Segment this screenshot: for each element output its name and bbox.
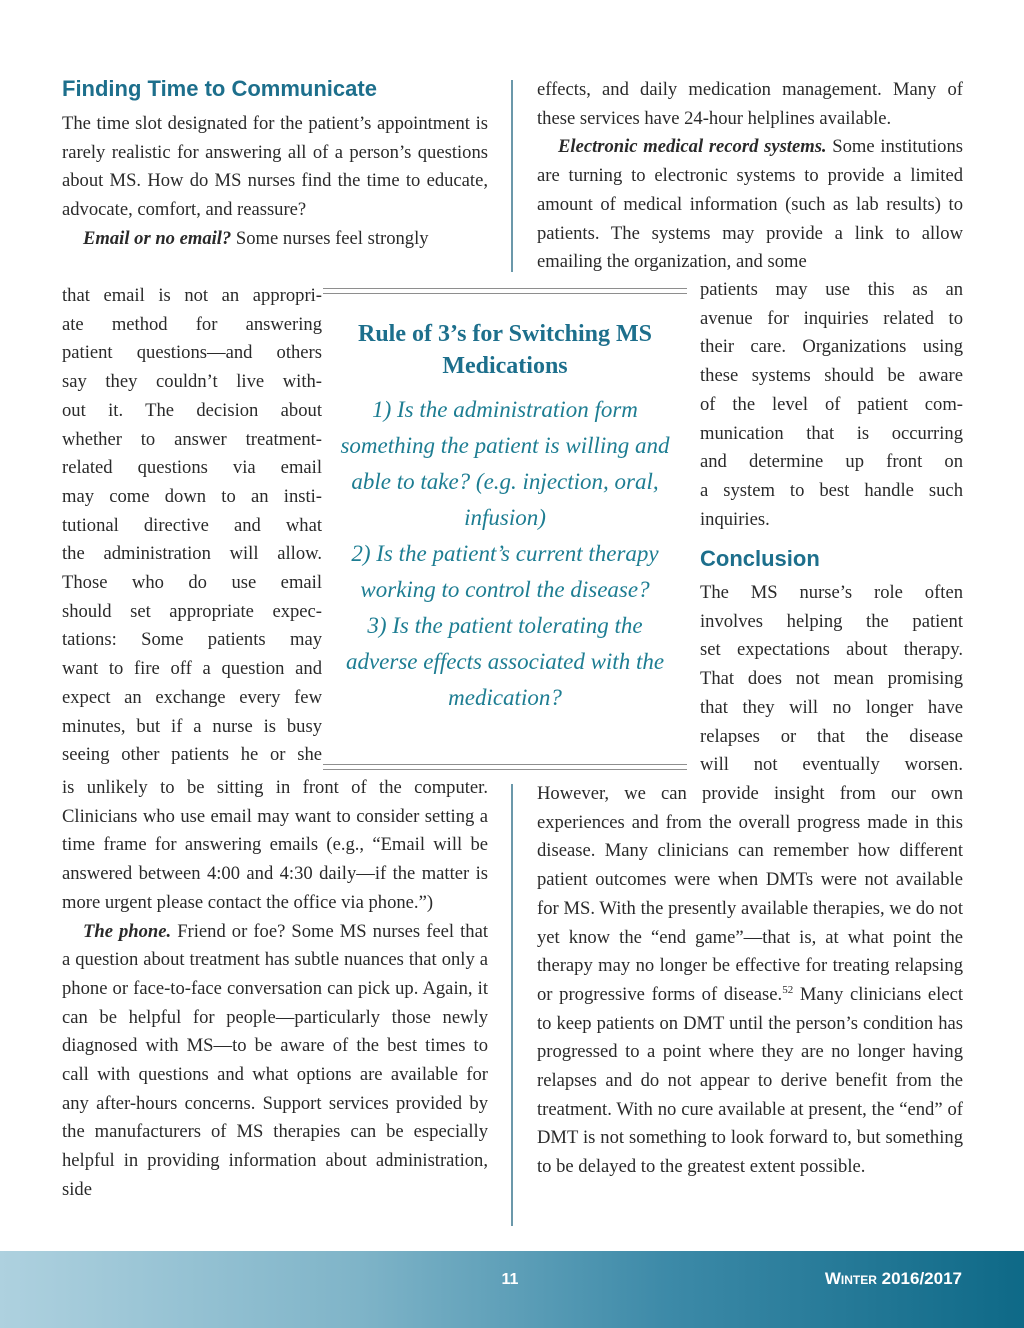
sidebar-question: 3) Is the patient tolerating the adverse effects associated with the medication? <box>345 613 665 710</box>
right-column-top <box>537 76 963 277</box>
email-line: patient questions—and others <box>62 342 322 364</box>
email-line: whether to answer treatment- <box>62 428 322 450</box>
issue-label: Winter 2016/2017 <box>824 1269 962 1288</box>
right-column-narrow-lower <box>700 579 963 780</box>
left-column-top <box>62 110 488 254</box>
emr-paragraph <box>537 133 963 277</box>
email-line: minutes, but if a nurse is busy <box>62 715 322 737</box>
phone-lead: The phone. <box>83 920 172 942</box>
email-line: say they couldn’t live with- <box>62 371 322 393</box>
email-line: expect an exchange every few <box>62 686 322 708</box>
email-line: should set appropriate expec- <box>62 600 322 622</box>
sidebar-top-rule <box>323 288 687 294</box>
rule-of-threes-sidebar <box>323 288 687 770</box>
left-column-narrow <box>62 282 322 770</box>
conclusion-line: The MS nurse’s role often <box>700 582 963 603</box>
sidebar-question: 1) Is the administration form something the patient is willing and able to take? (e.g. injection, oral, infusion) <box>340 397 670 530</box>
right-column-bottom <box>537 780 963 1182</box>
conclusion-line: set expectations about therapy. <box>700 639 963 661</box>
right-top-paragraph: effects, and daily medication management. Many of these services have 24-hour helplines available. <box>537 79 963 129</box>
conclusion-line: That does not mean promising <box>700 668 963 690</box>
email-line: want to fire off a question and <box>62 658 322 680</box>
sidebar-bottom-rule <box>323 764 687 770</box>
email-line-0: Some nurses feel strongly <box>235 227 429 249</box>
emr-line: a system to best handle such <box>700 479 963 501</box>
emr-line: patients may use this as an <box>700 279 963 300</box>
phone-paragraph <box>62 918 488 1205</box>
section-heading-conclusion: Conclusion <box>700 546 820 571</box>
column-divider-top <box>511 80 513 272</box>
intro-paragraph: The time slot designated for the patient’s appointment is rarely realistic for answering all of a person’s questions about MS. How do MS nurses find the time to educate, advocate, comfort, and reassure? <box>62 113 488 221</box>
sidebar-title: Rule of 3’s for Switching MS Medications <box>358 321 652 379</box>
email-line: tations: Some patients may <box>62 629 322 651</box>
page-footer <box>0 1251 1024 1328</box>
sidebar-question: 2) Is the patient’s current therapy working to control the disease? <box>351 541 659 602</box>
email-line: seeing other patients he or she <box>62 744 322 766</box>
email-line: tutional directive and what <box>62 514 322 536</box>
emr-line: these systems should be aware <box>700 365 963 387</box>
citation-superscript: 52 <box>782 983 794 996</box>
email-line: ate method for answering <box>62 313 322 335</box>
column-divider-bottom <box>511 784 513 1226</box>
emr-line: their care. Organizations using <box>700 336 963 358</box>
emr-line: inquiries. <box>700 508 770 530</box>
conclusion-text-b: Many clinicians elect to keep patients on DMT until the person’s condition has progressed to a point where they are no longer having relapses and do not appear to derive benefit from the treatment. With no cure available at present, the “end” of DMT is not something to look forward to, but something to be delayed to the greatest extent possible. <box>537 983 963 1178</box>
conclusion-line: relapses or that the disease <box>700 725 963 747</box>
emr-line: and determine up front on <box>700 451 963 473</box>
email-line: Those who do use email <box>62 572 322 594</box>
emr-line: avenue for inquiries related to <box>700 307 963 329</box>
email-line: may come down to an insti- <box>62 485 322 507</box>
conclusion-line: will not eventually worsen. <box>700 754 963 776</box>
conclusion-text-a: However, we can provide insight from our own experiences and from the overall progress made in this disease. Many clinicians can remember how different patient outcomes were when DMTs were not available for MS. With the presently available therapies, we do not yet know the “end game”—that is, at what point the therapy may no longer be effective for treating relapsing or progressive forms of disease. <box>537 783 963 1005</box>
email-paragraph-lead <box>62 225 488 254</box>
emr-line: of the level of patient com- <box>700 393 963 415</box>
email-line: that email is not an appropri- <box>62 285 322 306</box>
conclusion-paragraph <box>537 780 963 1182</box>
phone-text: Friend or foe? Some MS nurses feel that a question about treatment has subtle nuances that only a phone or face-to-face conversation can pick up. Again, it can be helpful for people—particularly those newly diagnosed with MS—to be aware of the best times to call with questions and what options are available for any after-hours concerns. Support services provided by the manufacturers of MS therapies can be especially helpful in providing information about administration, side <box>62 920 488 1200</box>
emr-lead: Electronic medical record systems. <box>558 136 827 158</box>
page-number: 11 <box>501 1271 519 1288</box>
email-line: related questions via email <box>62 457 322 479</box>
section-heading-finding-time: Finding Time to Communicate <box>62 76 377 101</box>
conclusion-line: that they will no longer have <box>700 696 963 718</box>
email-line: out it. The decision about <box>62 399 322 421</box>
conclusion-line: involves helping the patient <box>700 610 963 632</box>
email-line: the administration will allow. <box>62 543 322 565</box>
email-lead: Email or no email? <box>83 227 232 249</box>
emr-text: Some institutions are turning to electronic systems to provide a limited amount of medical information (such as lab results) to patients. The systems may provide a link to allow emailing the organization, and some <box>537 136 963 273</box>
sidebar-question-list <box>339 392 671 716</box>
right-column-narrow-upper <box>700 276 963 534</box>
left-column-bottom <box>62 774 488 1205</box>
emr-line: munication that is occurring <box>700 422 963 444</box>
email-tail-paragraph: is unlikely to be sitting in front of the computer. Clinicians who use email may want to consider setting a time frame for answering emails (e.g., “Email will be answered between 4:00 and 4:30 daily—if the matter is more urgent please contact the office via phone.”) <box>62 777 488 913</box>
